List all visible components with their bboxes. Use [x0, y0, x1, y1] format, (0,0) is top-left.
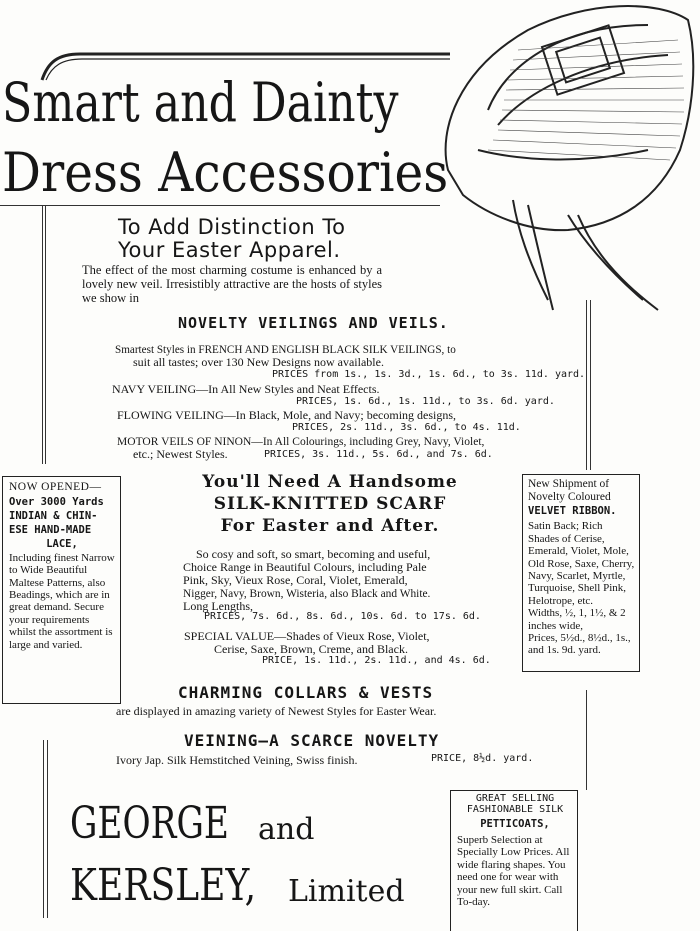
frame-left-rule	[42, 206, 43, 464]
lace-notice-heading: NOW OPENED—	[9, 481, 102, 493]
hat-illustration	[418, 0, 700, 330]
subheading: To Add Distinction To Your Easter Apparel.	[118, 215, 346, 262]
lace-origin-2: ESE HAND-MADE	[9, 523, 92, 536]
ribbon-widths: Widths, ½, 1, 1½, & 2 inches wide,	[528, 607, 626, 632]
heading-underline	[0, 205, 440, 206]
ribbon-heading-3: VELVET RIBBON.	[528, 505, 617, 518]
frame-right-rule-2	[590, 300, 591, 470]
heading-line-1: Smart and Dainty	[2, 71, 399, 134]
veiling-item-4-line-2: etc.; Newest Styles.	[133, 447, 228, 461]
heading-line-2: Dress Accessories	[2, 141, 449, 204]
lace-yardage: Over 3000 Yards	[9, 495, 104, 508]
frame-left-rule-2	[45, 206, 46, 464]
frame-right-rule	[586, 300, 587, 470]
scarf-line-1: So cosy and soft, so smart, becoming and useful,	[196, 547, 431, 561]
ribbon-prices: Prices, 5½d., 8½d., 1s., and 1s. 9d. yard.	[528, 632, 631, 657]
veiling-item-2-line-1: NAVY VEILING—In All New Styles and Neat Effects.	[112, 382, 380, 396]
veiling-item-2-price: PRICES, 1s. 6d., 1s. 11d., to 3s. 6d. yard.	[296, 396, 555, 407]
petticoats-heading-2: FASHIONABLE SILK	[466, 804, 564, 815]
veiling-item-1-line-1: Smartest Styles in FRENCH AND ENGLISH BLACK SILK VEILINGS, to	[115, 342, 456, 356]
petticoats-description: Superb Selection at Specially Low Prices. All wide flaring shapes. You need one for wear with your new full skirt. Call To-day.	[457, 834, 570, 909]
veining-text: Ivory Jap. Silk Hemstitched Veining, Swiss finish.	[116, 753, 358, 767]
lace-description: Including finest Narrow to Wide Beautiful Maltese Patterns, also Beadings, which are in great demand. Secure your requirements whilst the assortment is large and varied.	[9, 551, 115, 651]
ribbon-notice-box	[522, 474, 640, 672]
lace-label: LACE,	[46, 537, 78, 550]
scarf-title: You'll Need A Handsome SILK-KNITTED SCARF For Easter and After.	[202, 472, 458, 536]
scarf-price: PRICES, 7s. 6d., 8s. 6d., 10s. 6d. to 17s. 6d.	[204, 611, 481, 622]
scarf-special-price: PRICE, 1s. 11d., 2s. 11d., and 4s. 6d.	[262, 655, 491, 666]
ribbon-description: Satin Back; Rich Shades of Cerise, Emerald, Violet, Mole, Old Rose, Saxe, Cherry, Navy, Scarlet, Myrtle, Turquoise, Shell Pink, Helotrope, etc.	[528, 520, 635, 607]
veining-price: PRICE, 8½d. yard.	[431, 753, 534, 764]
veiling-item-1-line-2: suit all tastes; over 130 New Designs now available.	[133, 355, 384, 369]
veiling-item-4-price: PRICES, 3s. 11d., 5s. 6d., and 7s. 6d.	[264, 449, 493, 460]
collars-text: are displayed in amazing variety of Newest Styles for Easter Wear.	[116, 704, 437, 718]
frame-left-rule-lower-2	[47, 740, 48, 918]
scarf-line-5: Long Lengths,	[183, 599, 253, 613]
veiling-item-4-line-1: MOTOR VEILS OF NINON—In All Colourings, including Grey, Navy, Violet,	[117, 434, 485, 448]
ribbon-heading-1: New Shipment of	[528, 478, 610, 490]
lace-origin-1: INDIAN & CHIN-	[9, 509, 98, 522]
scarf-line-4: Nigger, Navy, Brown, Wisteria, also Black and White.	[183, 586, 431, 600]
ribbon-heading-2: Novelty Coloured	[528, 490, 611, 503]
petticoats-heading-1: GREAT SELLING	[475, 793, 555, 804]
scarf-line-3: Pink, Sky, Vieux Rose, Coral, Violet, Emerald,	[183, 573, 408, 587]
lace-notice-box	[2, 476, 121, 704]
veilings-title: NOVELTY VEILINGS AND VEILS.	[178, 314, 449, 332]
brand-line-1: GEORGE and	[70, 798, 315, 849]
petticoats-box	[450, 790, 578, 931]
intro-paragraph: The effect of the most charming costume is enhanced by a lovely new veil. Irresistibly attractive are the hosts of styles we show in	[82, 263, 382, 305]
scarf-special-1: SPECIAL VALUE—Shades of Vieux Rose, Violet,	[184, 629, 430, 643]
veining-title: VEINING—A SCARCE NOVELTY	[184, 731, 440, 750]
veiling-item-1-price: PRICES from 1s., 1s. 3d., 1s. 6d., to 3s. 11d. yard.	[272, 369, 586, 380]
frame-left-rule-lower	[43, 740, 44, 918]
scarf-special-2: Cerise, Saxe, Brown, Creme, and Black.	[214, 642, 408, 656]
collars-title: CHARMING COLLARS & VESTS	[178, 683, 434, 702]
frame-right-rule-lower	[586, 690, 587, 790]
brand-line-2: KERSLEY, Limited	[70, 860, 405, 911]
scarf-line-2: Choice Range in Beautiful Colours, including Pale	[183, 560, 427, 574]
veiling-item-3-line-1: FLOWING VEILING—In Black, Mole, and Navy; becoming designs,	[117, 408, 457, 422]
veiling-item-3-price: PRICES, 2s. 11d., 3s. 6d., to 4s. 11d.	[292, 422, 521, 433]
petticoats-heading-3: PETTICOATS,	[480, 818, 550, 830]
